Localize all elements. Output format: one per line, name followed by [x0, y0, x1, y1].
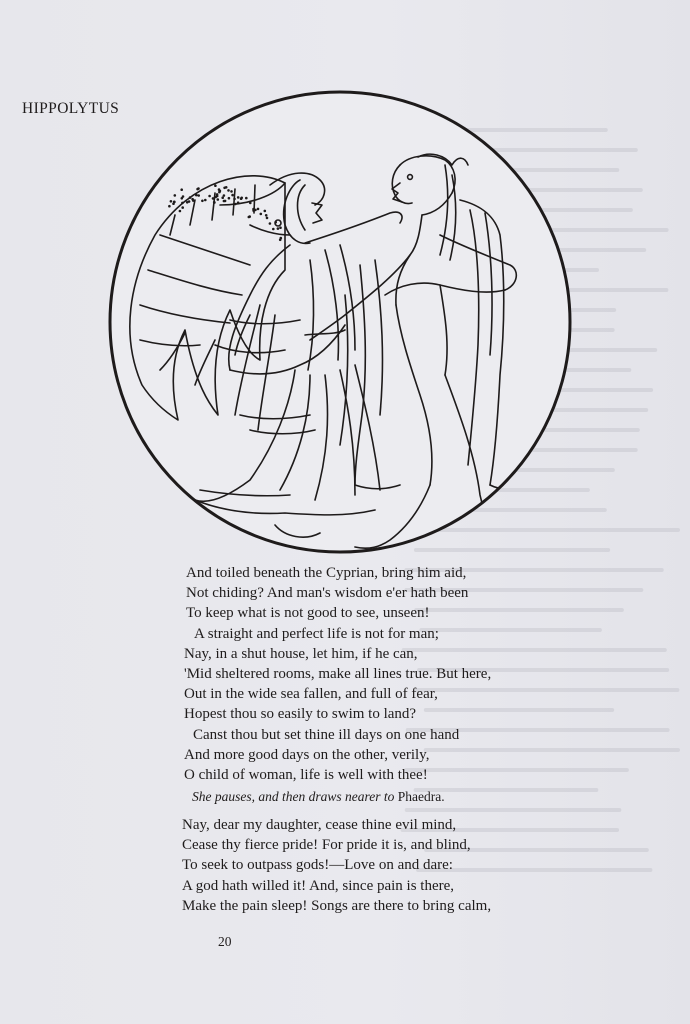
- verse-line: Make the pain sleep! Songs are there to bring calm,: [182, 897, 492, 914]
- wing-stipple-dot: [195, 194, 198, 197]
- wing-stipple-dot: [231, 194, 234, 197]
- wing-stipple-dot: [197, 194, 200, 197]
- wing-stipple-dot: [272, 228, 275, 231]
- wing-stipple-dot: [214, 184, 217, 187]
- wing-stipple-dot: [214, 196, 217, 199]
- verse-line: Hopest thou so easily to swim to land?: [184, 706, 417, 723]
- wing-stipple-dot: [277, 227, 280, 230]
- wing-stipple-dot: [201, 200, 204, 203]
- wing-stipple-dot: [225, 186, 228, 189]
- wing-stipple-dot: [248, 215, 251, 218]
- verse-line: To keep what is not good to see, unseen!: [186, 605, 430, 622]
- wing-stipple-dot: [189, 196, 192, 199]
- wing-stipple-dot: [181, 197, 184, 200]
- wing-stipple-dot: [221, 196, 224, 199]
- verse-line: Nay, in a shut house, let him, if he can,: [184, 645, 418, 662]
- wing-stipple-dot: [249, 202, 252, 205]
- wing-stipple-dot: [234, 203, 237, 206]
- wing-stipple-dot: [223, 194, 226, 197]
- wing-stipple-dot: [230, 190, 233, 193]
- wing-stipple-dot: [237, 196, 240, 199]
- wing-stipple-dot: [181, 206, 184, 209]
- wing-stipple-dot: [265, 214, 268, 217]
- wing-stipple-dot: [260, 213, 263, 216]
- wing-stipple-dot: [237, 201, 240, 204]
- wing-stipple-dot: [186, 201, 189, 204]
- wing-stipple-dot: [224, 200, 227, 203]
- wing-stipple-dot: [245, 197, 248, 200]
- wing-stipple-dot: [228, 197, 231, 200]
- stage-direction-name: Phaedra.: [397, 789, 445, 804]
- verse-line: 'Mid sheltered rooms, make all lines true. But here,: [184, 665, 492, 682]
- wing-stipple-dot: [227, 189, 230, 192]
- page-number: 20: [218, 934, 232, 949]
- wing-stipple-dot: [168, 205, 171, 208]
- wing-stipple-dot: [279, 239, 282, 242]
- wing-stipple-dot: [174, 194, 177, 197]
- verse-line: And more good days on the other, verily,: [184, 746, 430, 763]
- wing-stipple-dot: [212, 197, 215, 200]
- wing-stipple-dot: [257, 208, 260, 211]
- verse-line: A straight and perfect life is not for man;: [194, 625, 439, 642]
- wing-stipple-dot: [240, 197, 243, 200]
- wing-stipple-dot: [180, 188, 183, 191]
- verse-block-1: [0, 563, 690, 785]
- wing-stipple-dot: [269, 222, 272, 225]
- wing-stipple-dot: [217, 198, 220, 201]
- verse-line: Nay, dear my daughter, cease thine evil mind,: [182, 817, 457, 833]
- wing-stipple-dot: [213, 201, 216, 204]
- wing-stipple-dot: [266, 217, 269, 220]
- wing-stipple-dot: [218, 191, 221, 194]
- verse-block-2: [0, 815, 690, 916]
- running-head: HIPPOLYTUS: [22, 100, 120, 117]
- wing-stipple-dot: [233, 198, 236, 201]
- verse-line: To seek to outpass gods!—Love on and dare:: [182, 857, 453, 874]
- verse-line: O child of woman, life is well with thee!: [184, 766, 428, 783]
- bleed-through-line: [405, 808, 622, 812]
- verse-line: A god hath willed it! And, since pain is there,: [182, 877, 455, 894]
- wing-stipple-dot: [254, 209, 257, 212]
- wing-stipple-dot: [204, 199, 207, 202]
- wing-stipple-dot: [179, 210, 182, 213]
- wing-stipple-dot: [279, 226, 282, 229]
- wing-stipple-dot: [216, 193, 219, 196]
- verse-line: Out in the wide sea fallen, and full of fear,: [184, 686, 438, 703]
- verse-line: Cease thy fierce pride! For pride it is, and blind,: [182, 837, 471, 854]
- wing-stipple-dot: [170, 200, 173, 203]
- wing-stipple-dot: [173, 201, 176, 204]
- wing-stipple-dot: [181, 202, 184, 205]
- verse-line: Canst thou but set thine ill days on one hand: [193, 726, 460, 743]
- wing-stipple-dot: [264, 210, 267, 213]
- greek-vase-medallion-icon: [100, 85, 580, 565]
- wing-stipple-dot: [197, 187, 200, 190]
- stage-direction: [192, 789, 445, 805]
- wing-stipple-dot: [192, 199, 195, 202]
- verse-line: Not chiding? And man's wisdom e'er hath been: [186, 585, 469, 602]
- wing-stipple-dot: [208, 195, 211, 198]
- stage-direction-text: She pauses, and then draws nearer to: [192, 789, 395, 804]
- verse-line: And toiled beneath the Cyprian, bring him aid,: [186, 565, 467, 581]
